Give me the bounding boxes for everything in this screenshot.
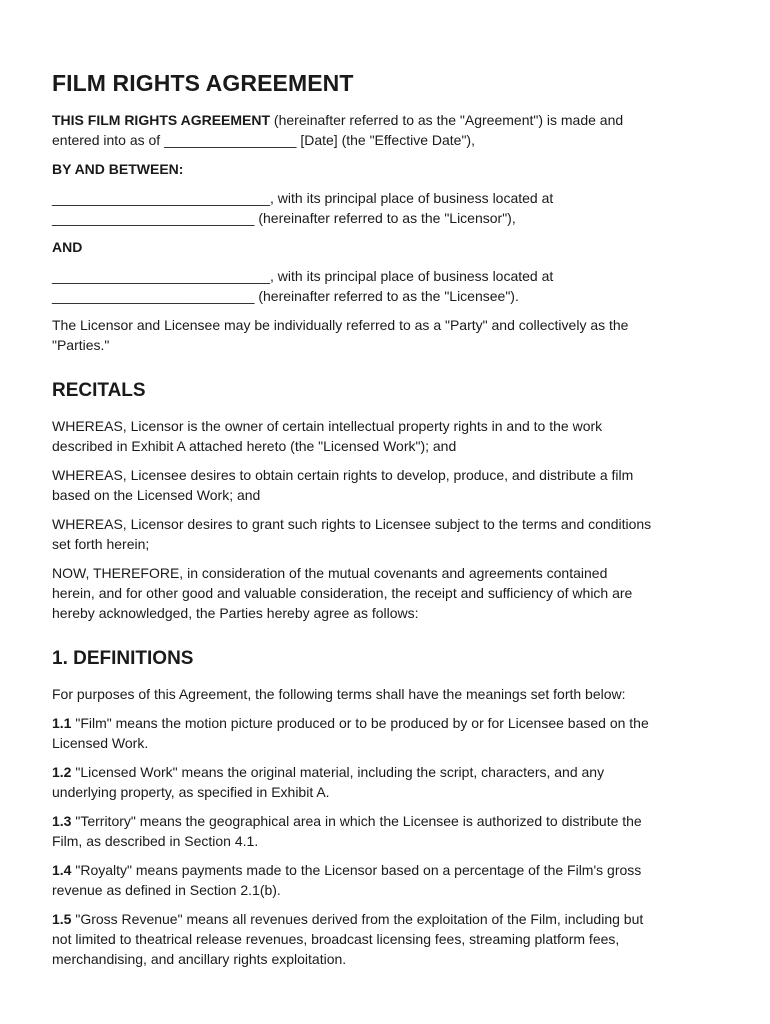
licensor-paragraph [52,188,722,228]
recital-line: set forth herein; [52,536,150,552]
parties-line1: The Licensor and Licensee may be individually referred to as a "Party" and collectively as the [52,317,629,333]
definitions-heading: 1. DEFINITIONS [52,648,194,669]
definition-item [52,762,722,802]
definition-number: 1.5 [52,911,72,927]
definition-line: "Gross Revenue" means all revenues derived from the exploitation of the Film, including but [71,911,644,927]
licensee-paragraph [52,266,722,306]
definition-line: underlying property, as specified in Exhibit A. [52,784,330,800]
definitions-intro: For purposes of this Agreement, the following terms shall have the meanings set forth below: [52,686,626,702]
definition-number: 1.4 [52,862,72,878]
and-label: AND [52,239,83,255]
recital-line: based on the Licensed Work; and [52,487,261,503]
parties-line2: "Parties." [52,337,110,353]
recital-paragraph [52,514,722,554]
definition-line: Film, as described in Section 4.1. [52,833,259,849]
document-title: FILM RIGHTS AGREEMENT [52,70,354,96]
definition-line: not limited to theatrical release revenues, broadcast licensing fees, streaming platform fees, [52,931,620,947]
parties-paragraph [52,315,722,355]
definition-line: Licensed Work. [52,735,149,751]
intro-line2: entered into as of _________________ [Date] (the "Effective Date"), [52,132,475,148]
definition-number: 1.1 [52,715,72,731]
recital-line: WHEREAS, Licensee desires to obtain certain rights to develop, produce, and distribute a film [52,467,634,483]
definition-item [52,909,722,969]
document-page [52,70,722,978]
recitals-heading: RECITALS [52,380,146,401]
definition-item [52,713,722,753]
definition-line: merchandising, and ancillary rights exploitation. [52,951,347,967]
definition-line: "Royalty" means payments made to the Licensor based on a percentage of the Film's gross [71,862,642,878]
licensee-line1: ____________________________, with its principal place of business located at [52,268,554,284]
licensor-line1: ____________________________, with its principal place of business located at [52,190,554,206]
definition-line: revenue as defined in Section 2.1(b). [52,882,281,898]
definition-item [52,811,722,851]
now-therefore-line: hereby acknowledged, the Parties hereby agree as follows: [52,605,419,621]
definition-item [52,860,722,900]
recital-line: WHEREAS, Licensor is the owner of certain intellectual property rights in and to the work [52,418,603,434]
by-and-between-label: BY AND BETWEEN: [52,161,184,177]
definition-line: "Licensed Work" means the original material, including the script, characters, and any [71,764,605,780]
definition-line: "Territory" means the geographical area in which the Licensee is authorized to distribute the [71,813,642,829]
definition-number: 1.2 [52,764,72,780]
recital-line: WHEREAS, Licensor desires to grant such rights to Licensee subject to the terms and conditions [52,516,652,532]
recital-paragraph [52,465,722,505]
now-therefore-line: NOW, THEREFORE, in consideration of the mutual covenants and agreements contained [52,565,608,581]
licensor-line2: __________________________ (hereinafter referred to as the "Licensor"), [52,210,516,226]
intro-lead: THIS FILM RIGHTS AGREEMENT [52,112,271,128]
recital-paragraph [52,416,722,456]
intro-line1-rest: (hereinafter referred to as the "Agreement") is made and [270,112,624,128]
definition-number: 1.3 [52,813,72,829]
now-therefore-line: herein, and for other good and valuable consideration, the receipt and sufficiency of which are [52,585,633,601]
intro-paragraph [52,110,722,150]
recital-line: described in Exhibit A attached hereto (the "Licensed Work"); and [52,438,457,454]
now-therefore-paragraph [52,563,722,623]
licensee-line2: __________________________ (hereinafter referred to as the "Licensee"). [52,288,519,304]
definition-line: "Film" means the motion picture produced or to be produced by or for Licensee based on the [71,715,649,731]
